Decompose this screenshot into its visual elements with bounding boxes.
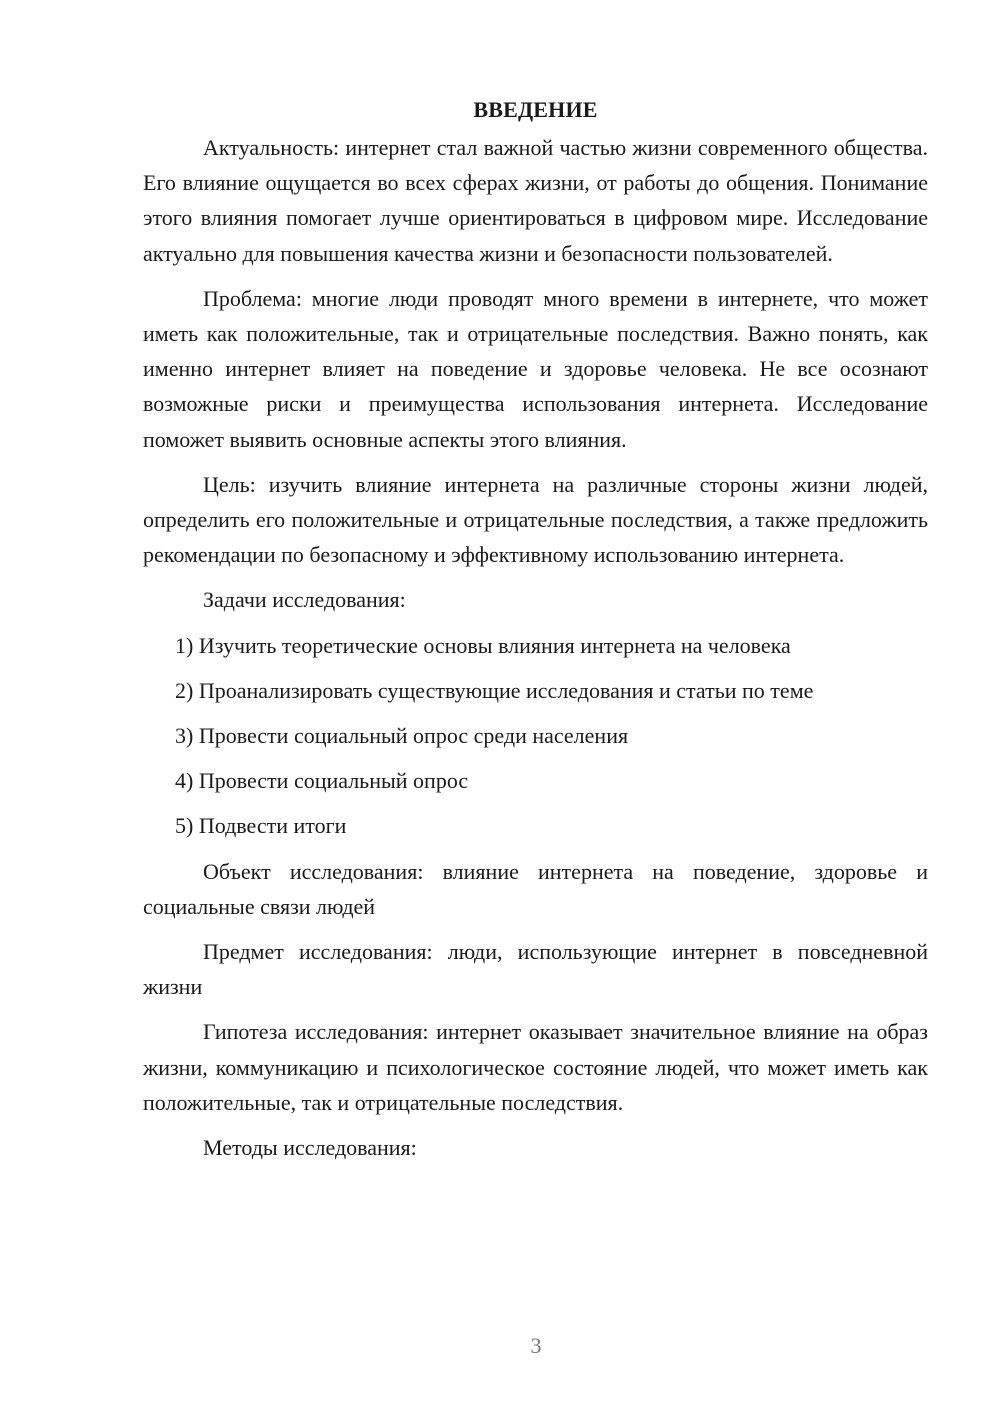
task-item: 1) Изучить теоретические основы влияния интернета на человека bbox=[175, 632, 791, 658]
hypothesis-paragraph: Гипотеза исследования: интернет оказывает значительное влияние на образ жизни, коммуникацию и психологическое состояние людей, что может иметь как положительные, так и отрицательные последствия. bbox=[143, 1019, 928, 1115]
subject-paragraph: Предмет исследования: люди, использующие интернет в повседневной жизни bbox=[143, 939, 928, 1000]
task-item: 3) Провести социальный опрос среди населения bbox=[175, 723, 629, 749]
page-title: ВВЕДЕНИЕ bbox=[473, 97, 598, 122]
problem-paragraph: Проблема: многие люди проводят много времени в интернете, что может иметь как положительные, так и отрицательные последствия. Важно понять, как именно интернет влияет на поведение и здоровье человека. Не все осознают возможные риски и преимущества использования интернета. Исследование поможет выявить основные аспекты этого влияния. bbox=[143, 285, 928, 452]
object-paragraph: Объект исследования: влияние интернета на поведение, здоровье и социальные связи людей bbox=[143, 858, 928, 919]
task-item: 4) Провести социальный опрос bbox=[175, 768, 469, 794]
task-item: 2) Проанализировать существующие исследования и статьи по теме bbox=[175, 677, 814, 703]
task-item: 5) Подвести итоги bbox=[175, 813, 347, 839]
page-content bbox=[143, 92, 928, 1175]
tasks-title: Задачи исследования: bbox=[203, 587, 406, 613]
page-number: 3 bbox=[530, 1333, 542, 1358]
task-list bbox=[143, 628, 928, 844]
relevance-paragraph: Актуальность: интернет стал важной частью жизни современного общества. Его влияние ощущается во всех сферах жизни, от работы до общения. Понимание этого влияния помогает лучше ориентироваться в цифровом мире. Исследование актуально для повышения качества жизни и безопасности пользователей. bbox=[143, 135, 928, 266]
methods-paragraph: Методы исследования: bbox=[203, 1135, 417, 1161]
goal-paragraph: Цель: изучить влияние интернета на различные стороны жизни людей, определить его положительные и отрицательные последствия, а также предложить рекомендации по безопасному и эффективному использованию интернета. bbox=[143, 471, 928, 568]
